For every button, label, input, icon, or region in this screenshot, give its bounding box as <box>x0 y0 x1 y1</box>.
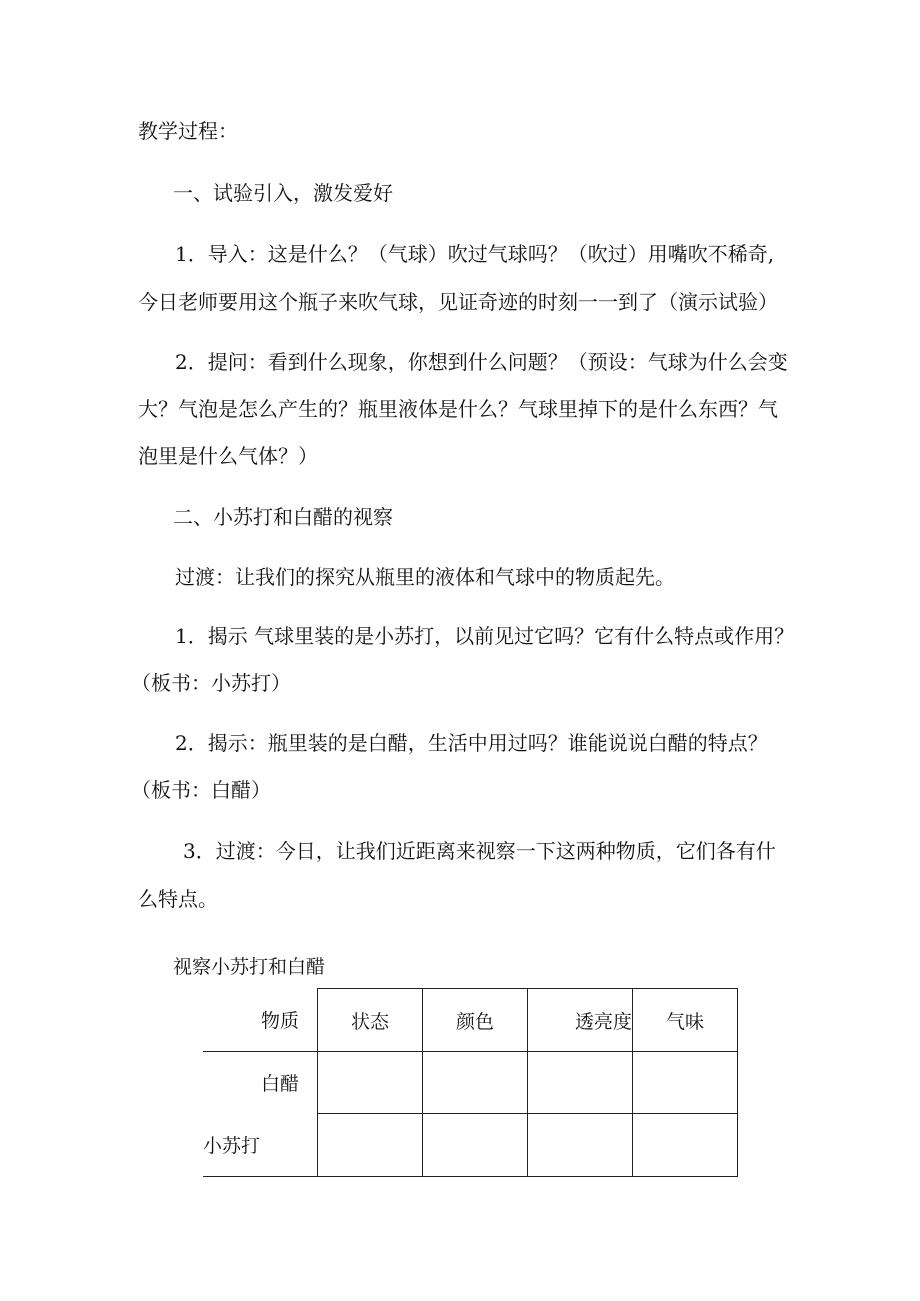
observation-table <box>203 988 738 1177</box>
table-cell <box>528 1052 633 1114</box>
table-caption: 视察小苏打和白醋 <box>173 956 326 978</box>
section1-item1-line1: 1．导入：这是什么？（气球）吹过气球吗？（吹过）用嘴吹不稀奇, <box>175 242 775 266</box>
section2-item2-line2: （板书：白醋） <box>131 778 271 802</box>
section1-title: 一、试验引入，激发爱好 <box>173 181 393 205</box>
table-cell <box>423 1052 528 1114</box>
table-row <box>203 1114 738 1177</box>
header-state: 状态 <box>318 989 423 1052</box>
section2-item1-line2: （板书：小苏打） <box>131 671 291 695</box>
table-row <box>203 1052 738 1114</box>
header-transparency: 透亮度 <box>528 989 633 1052</box>
heading-teaching-process: 教学过程： <box>138 119 238 143</box>
table-cell <box>318 1052 423 1114</box>
section1-item2-line1: 2．提问：看到什么现象，你想到什么问题？（预设：气球为什么会变 <box>175 350 788 374</box>
section2-item3-line2: 么特点。 <box>138 887 218 911</box>
table-cell <box>633 1052 738 1114</box>
section1-item2-line2: 大？气泡是怎么产生的？瓶里液体是什么？气球里掉下的是什么东西？气 <box>138 397 778 421</box>
header-color: 颜色 <box>423 989 528 1052</box>
section2-item2-line1: 2．揭示：瓶里装的是白醋，生活中用过吗？谁能说说白醋的特点？ <box>175 731 768 755</box>
table-cell <box>423 1114 528 1177</box>
row-label-baking-soda: 小苏打 <box>203 1114 318 1177</box>
table-cell <box>318 1114 423 1177</box>
table-cell <box>528 1114 633 1177</box>
section2-title: 二、小苏打和白醋的视察 <box>173 505 393 529</box>
section2-item1-line1: 1．揭示 气球里装的是小苏打，以前见过它吗？它有什么特点或作用？ <box>175 624 795 648</box>
section2-item3-line1: 3．过渡：今日，让我们近距离来视察一下这两种物质，它们各有什 <box>183 839 776 863</box>
header-substance: 物质 <box>203 989 318 1052</box>
section1-item2-line3: 泡里是什么气体？） <box>138 444 318 468</box>
section1-item1-line2: 今日老师要用这个瓶子来吹气球，见证奇迹的时刻一一到了（演示试验） <box>138 290 778 314</box>
table-cell <box>633 1114 738 1177</box>
section2-transition: 过渡：让我们的探究从瓶里的液体和气球中的物质起先。 <box>175 565 675 589</box>
header-smell: 气味 <box>633 989 738 1052</box>
table-header-row <box>203 989 738 1052</box>
row-label-white-vinegar: 白醋 <box>260 1073 299 1096</box>
